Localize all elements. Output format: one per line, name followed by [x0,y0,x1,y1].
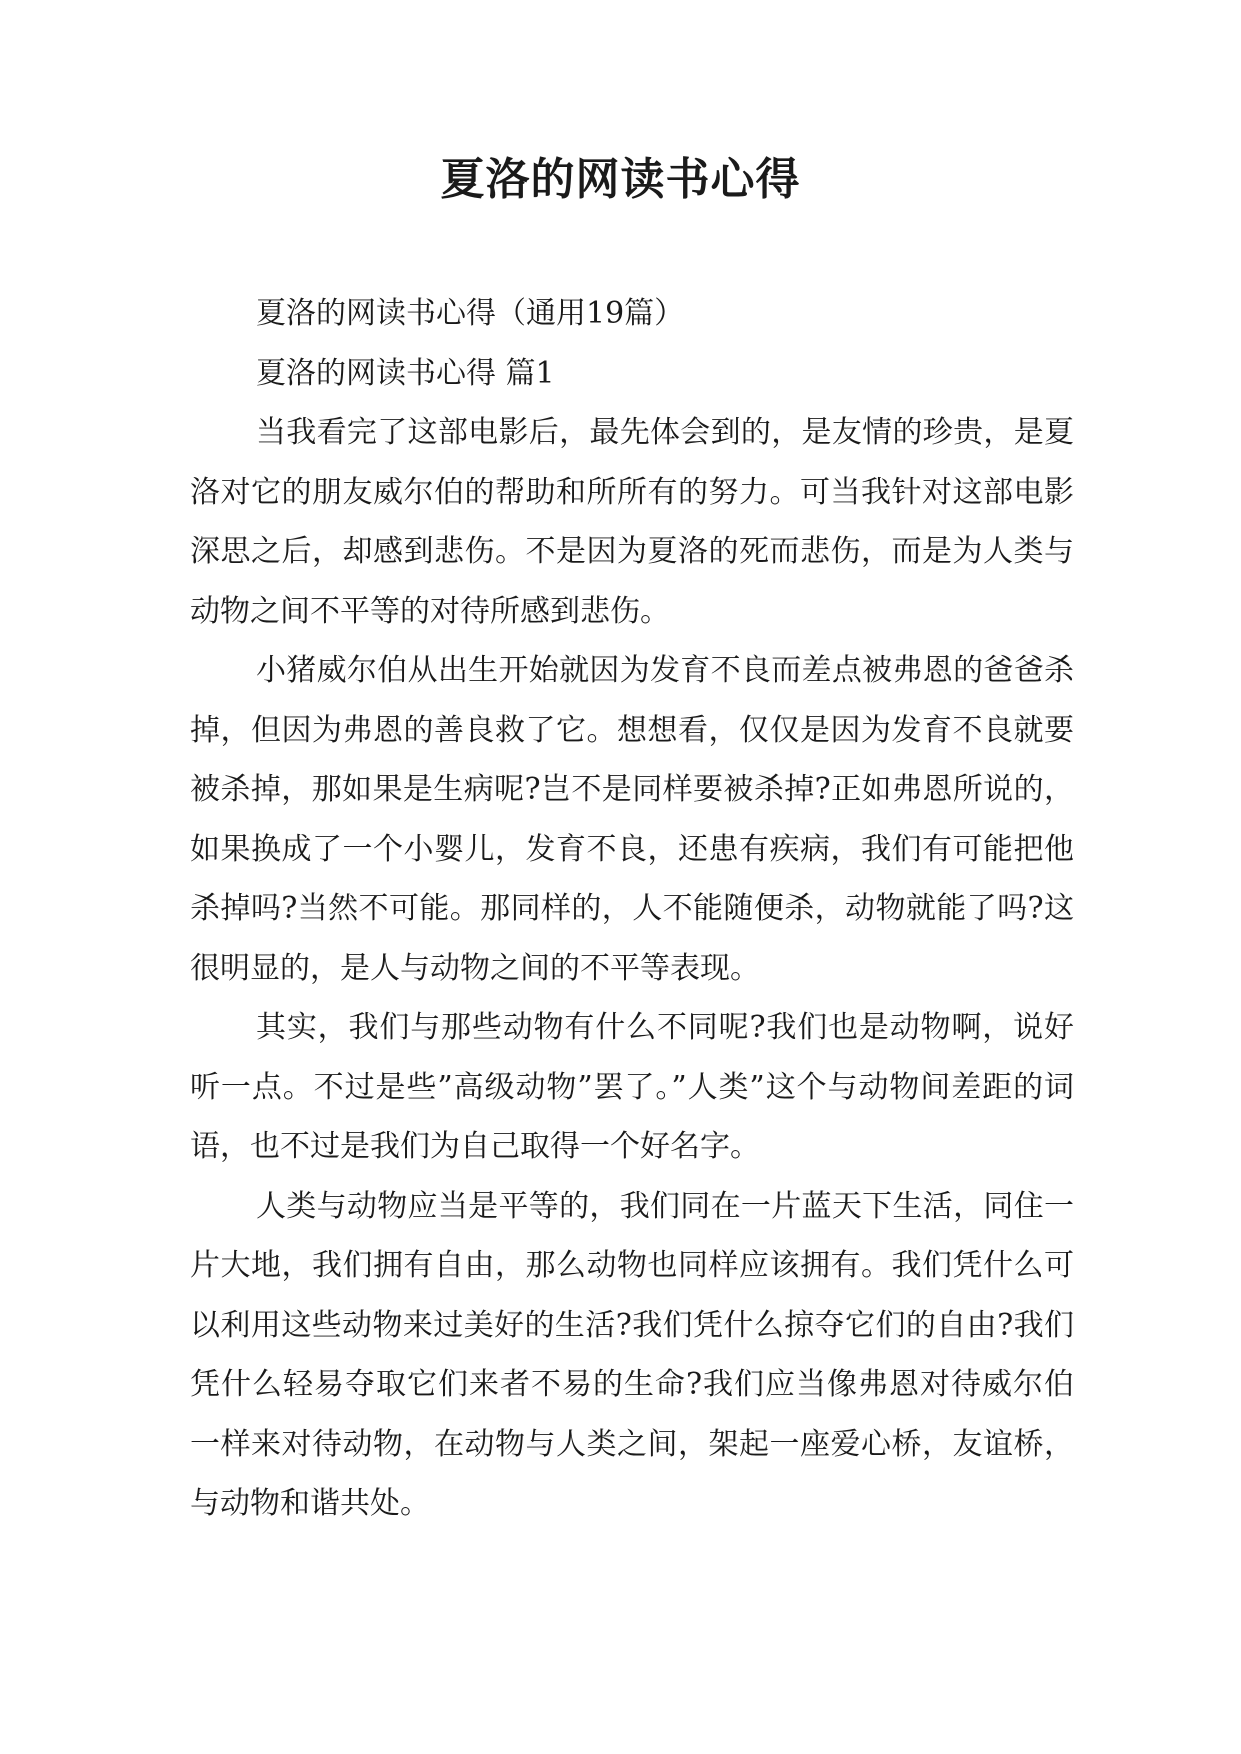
paragraph: 当我看完了这部电影后，最先体会到的，是友情的珍贵，是夏洛对它的朋友威尔伯的帮助和所所有的努力。可当我针对这部电影深思之后，却感到悲伤。不是因为夏洛的死而悲伤，而是为人类与动物之间不平等的对待所感到悲伤。 [190,415,1074,629]
paragraph: 小猪威尔伯从出生开始就因为发育不良而差点被弗恩的爸爸杀掉，但因为弗恩的善良救了它。想想看，仅仅是因为发育不良就要被杀掉，那如果是生病呢?岂不是同样要被杀掉?正如弗恩所说的，如果换成了一个小婴儿，发育不良，还患有疾病，我们有可能把他杀掉吗?当然不可能。那同样的，人不能随便杀，动物就能了吗?这很明显的，是人与动物之间的不平等表现。 [190,653,1074,986]
section-heading: 夏洛的网读书心得 篇1 [256,355,555,391]
paragraph: 人类与动物应当是平等的，我们同在一片蓝天下生活，同住一片大地，我们拥有自由，那么动物也同样应该拥有。我们凭什么可以利用这些动物来过美好的生活?我们凭什么掠夺它们的自由?我们凭什么轻易夺取它们来者不易的生命?我们应当像弗恩对待威尔伯一样来对待动物，在动物与人类之间，架起一座爱心桥，友谊桥，与动物和谐共处。 [190,1188,1074,1521]
paragraph: 其实，我们与那些动物有什么不同呢?我们也是动物啊，说好听一点。不过是些”高级动物”罢了。”人类”这个与动物间差距的词语，也不过是我们为自己取得一个好名字。 [190,1010,1074,1164]
document-body [190,284,1074,1534]
document-title: 夏洛的网读书心得 [440,154,801,205]
document-subtitle: 夏洛的网读书心得（通用19篇） [256,296,685,331]
